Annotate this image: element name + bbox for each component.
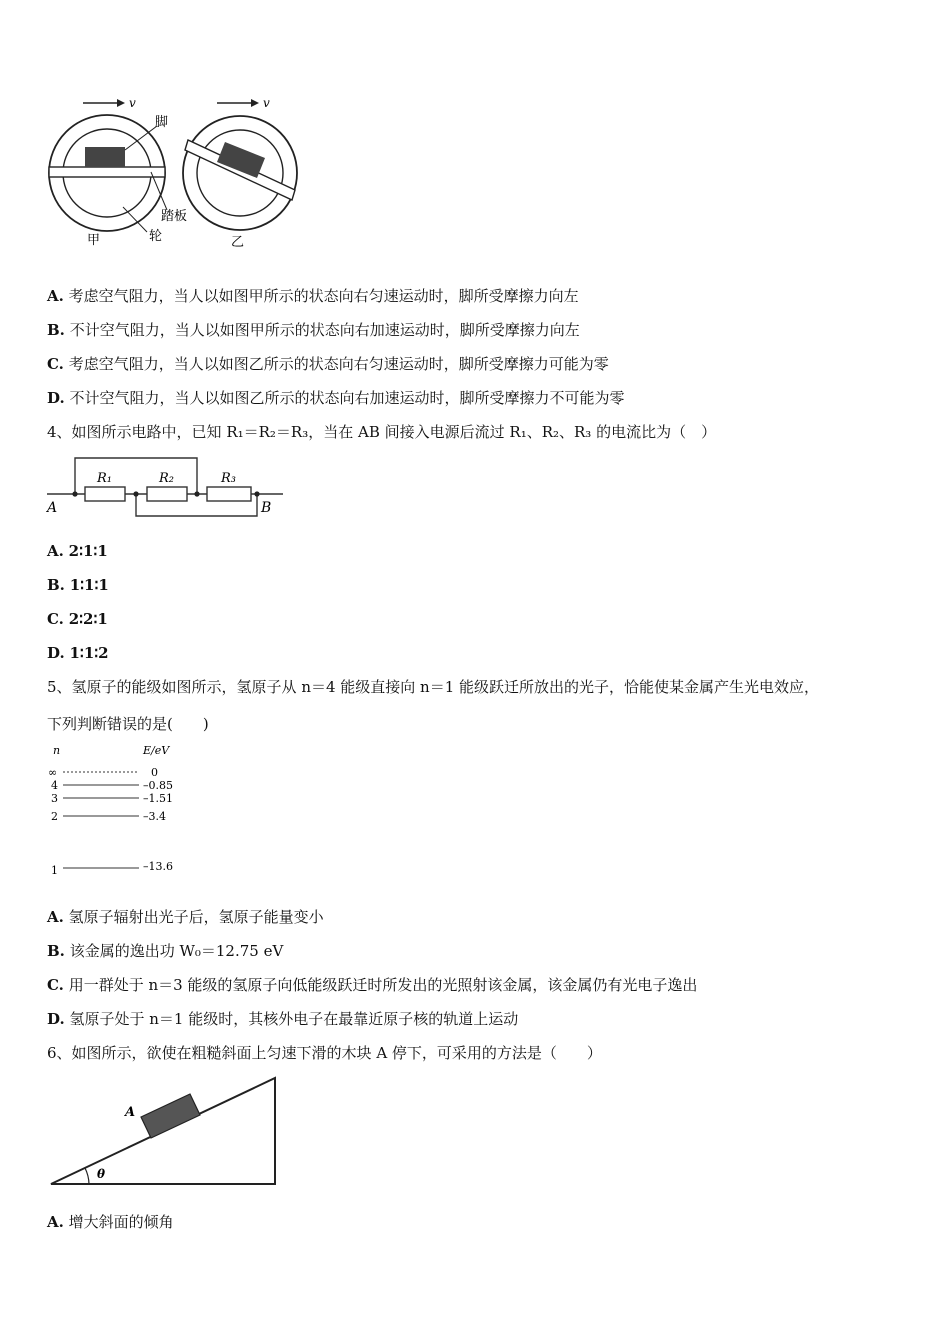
option-text: 不计空气阻力，当人以如图乙所示的状态向右加速运动时，脚所受摩擦力不可能为零 — [69, 389, 625, 407]
wheel-figure — [45, 92, 310, 252]
n-header: n — [53, 744, 61, 757]
q5-stem-line1: 5、氢原子的能级如图所示，氢原子从 n＝4 能级直接向 n＝1 能级跃迁所放出的光子，恰能使某金属产生光电效应， — [47, 678, 820, 696]
q4-option-d — [47, 643, 109, 663]
q3-option-c — [47, 354, 609, 374]
option-text: 1∶1∶1 — [69, 576, 109, 594]
option-letter: C. — [47, 610, 64, 628]
level-e-1: –13.6 — [143, 860, 173, 873]
block-a — [141, 1094, 200, 1138]
circuit-figure — [45, 452, 285, 520]
resistor-r3 — [207, 487, 251, 501]
level-e-4: –0.85 — [143, 779, 173, 792]
level-n-1: 1 — [51, 864, 58, 877]
option-letter: C. — [47, 355, 64, 373]
option-letter: B. — [47, 942, 65, 960]
wheel-jia — [49, 115, 165, 231]
q4-option-c — [47, 609, 108, 629]
option-text: 考虑空气阻力，当人以如图乙所示的状态向右匀速运动时，脚所受摩擦力可能为零 — [68, 355, 609, 373]
option-text: 该金属的逸出功 W₀＝12.75 eV — [69, 942, 284, 960]
wheel-label: 轮 — [149, 229, 163, 244]
option-letter: D. — [47, 644, 65, 662]
wheel-yi — [183, 116, 297, 230]
option-text: 用一群处于 n＝3 能级的氢原子向低能级跃迁时所发出的光照射该金属，该金属仍有光电子逸出 — [68, 976, 698, 994]
level-n-inf: ∞ — [48, 766, 58, 779]
velocity-arrow-left — [83, 99, 125, 107]
option-letter: A. — [47, 1213, 64, 1231]
option-letter: A. — [47, 908, 64, 926]
foot-block-jia — [85, 147, 125, 167]
option-text: 考虑空气阻力，当人以如图甲所示的状态向右匀速运动时，脚所受摩擦力向左 — [68, 287, 579, 305]
terminal-b-label: B — [261, 500, 272, 516]
q4-option-a — [47, 541, 108, 561]
q3-option-b — [47, 320, 580, 340]
q5-stem-line2: 下列判断错误的是( ) — [47, 715, 209, 733]
r1-label: R₁ — [97, 471, 112, 486]
level-n-3: 3 — [51, 792, 58, 805]
q5-option-b — [47, 941, 283, 961]
q6-option-a — [47, 1212, 174, 1232]
option-letter: B. — [47, 321, 65, 339]
option-letter: D. — [47, 1010, 65, 1028]
pedal-label: 踏板 — [161, 209, 188, 224]
terminal-a-label: A — [47, 500, 58, 516]
q6-stem: 6、如图所示，欲使在粗糙斜面上匀速下滑的木块 A 停下，可采用的方法是（ ） — [47, 1044, 602, 1062]
option-text: 2∶2∶1 — [68, 610, 108, 628]
resistor-r2 — [147, 487, 187, 501]
q5-option-a — [47, 907, 324, 927]
jia-label: 甲 — [87, 233, 101, 248]
option-text: 不计空气阻力，当人以如图甲所示的状态向右加速运动时，脚所受摩擦力向左 — [69, 321, 580, 339]
level-e-3: –1.51 — [143, 792, 173, 805]
q4-option-b — [47, 575, 109, 595]
velocity-label-right: v — [263, 96, 270, 110]
level-e-inf: 0 — [151, 766, 158, 779]
level-n-2: 2 — [51, 810, 58, 823]
r2-label: R₂ — [159, 471, 174, 486]
option-letter: D. — [47, 389, 65, 407]
option-text: 氢原子处于 n＝1 能级时，其核外电子在最靠近原子核的轨道上运动 — [69, 1010, 519, 1028]
velocity-label-left: v — [129, 96, 136, 110]
block-a-label: A — [125, 1105, 136, 1120]
foot-label: 脚 — [155, 115, 169, 130]
q5-option-d — [47, 1009, 518, 1029]
energy-level-diagram — [45, 742, 205, 878]
q5-option-c — [47, 975, 697, 995]
q4-stem: 4、如图所示电路中，已知 R₁＝R₂＝R₃，当在 AB 间接入电源后流过 R₁、R₂、R₃ 的电流比为（ ） — [47, 423, 717, 441]
incline-figure — [45, 1072, 285, 1192]
q3-option-a — [47, 286, 579, 306]
velocity-arrow-right — [217, 99, 259, 107]
e-header: E/eV — [143, 744, 170, 757]
option-text: 2∶1∶1 — [68, 542, 108, 560]
r3-label: R₃ — [221, 471, 236, 486]
option-text: 增大斜面的倾角 — [68, 1213, 174, 1231]
option-text: 氢原子辐射出光子后，氢原子能量变小 — [68, 908, 324, 926]
option-letter: A. — [47, 542, 64, 560]
option-text: 1∶1∶2 — [69, 644, 109, 662]
yi-label: 乙 — [231, 235, 245, 250]
option-letter: C. — [47, 976, 64, 994]
level-n-4: 4 — [51, 779, 58, 792]
option-letter: B. — [47, 576, 65, 594]
level-e-2: –3.4 — [143, 810, 166, 823]
angle-theta-label: θ — [97, 1167, 106, 1181]
resistor-r1 — [85, 487, 125, 501]
option-letter: A. — [47, 287, 64, 305]
q3-option-d — [47, 388, 625, 408]
